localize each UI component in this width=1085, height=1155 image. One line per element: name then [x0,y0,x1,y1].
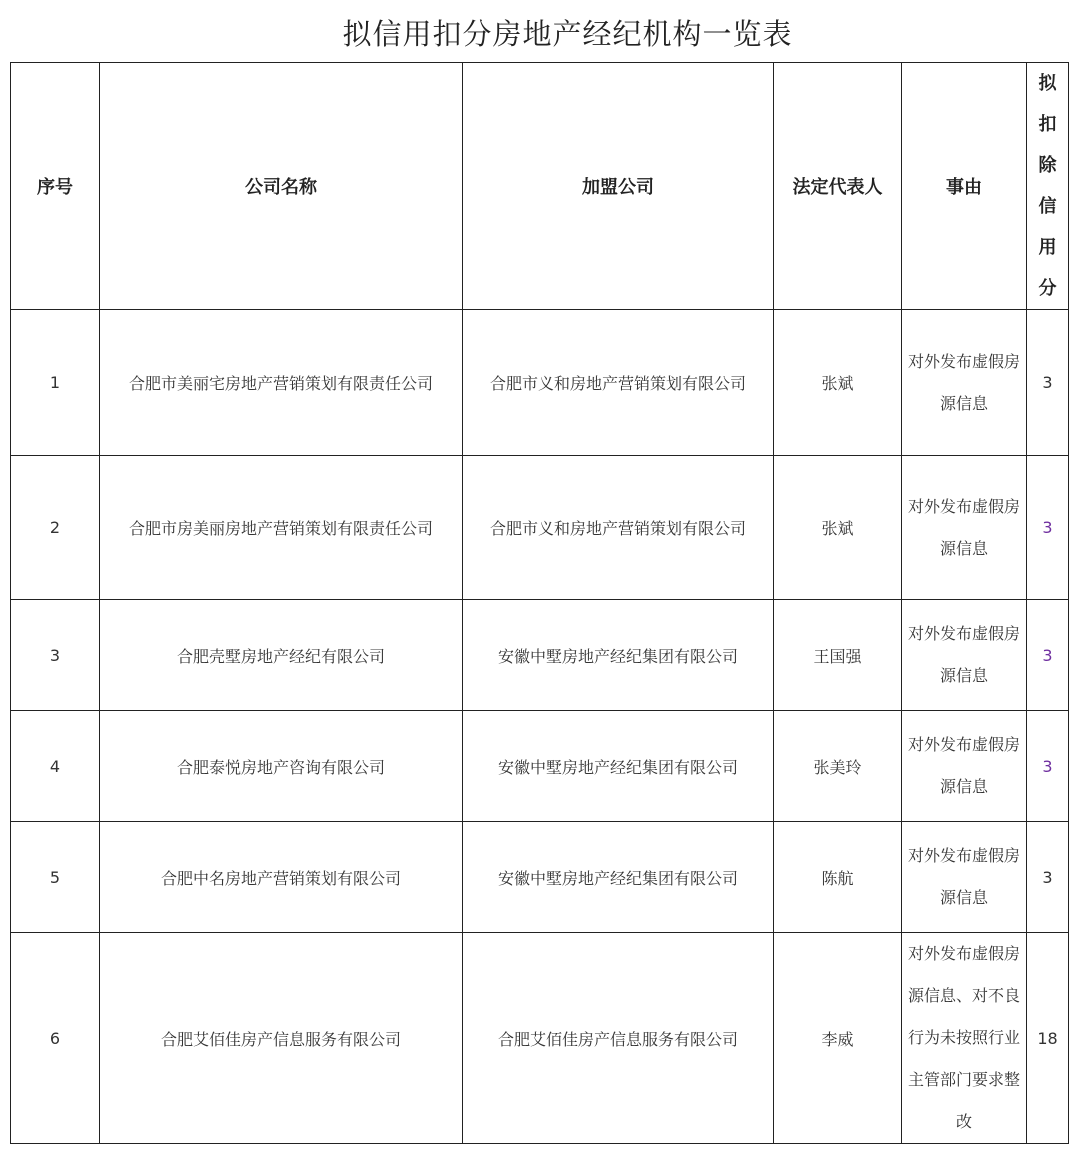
cell-points: 3 [1027,711,1069,822]
cell-reason: 对外发布虚假房源信息 [902,456,1027,600]
cell-franchise: 安徽中墅房地产经纪集团有限公司 [463,600,774,711]
header-franchise: 加盟公司 [463,63,774,310]
cell-franchise: 合肥市义和房地产营销策划有限公司 [463,456,774,600]
cell-index: 6 [11,933,100,1144]
header-legal-rep: 法定代表人 [774,63,902,310]
cell-reason: 对外发布虚假房源信息 [902,310,1027,456]
cell-company: 合肥泰悦房地产咨询有限公司 [100,711,463,822]
cell-legal-rep: 张斌 [774,456,902,600]
cell-points: 3 [1027,456,1069,600]
cell-company: 合肥市美丽宅房地产营销策划有限责任公司 [100,310,463,456]
cell-index: 4 [11,711,100,822]
cell-reason: 对外发布虚假房源信息、对不良行为未按照行业主管部门要求整改 [902,933,1027,1144]
cell-points: 3 [1027,822,1069,933]
cell-points: 18 [1027,933,1069,1144]
table-row [11,600,1069,711]
cell-reason: 对外发布虚假房源信息 [902,711,1027,822]
cell-index: 1 [11,310,100,456]
cell-points: 3 [1027,310,1069,456]
cell-company: 合肥中名房地产营销策划有限公司 [100,822,463,933]
cell-franchise: 安徽中墅房地产经纪集团有限公司 [463,822,774,933]
cell-index: 2 [11,456,100,600]
table-row [11,822,1069,933]
credit-deduction-table [10,62,1069,1144]
cell-index: 5 [11,822,100,933]
table-row [11,711,1069,822]
cell-legal-rep: 张美玲 [774,711,902,822]
cell-points: 3 [1027,600,1069,711]
cell-legal-rep: 王国强 [774,600,902,711]
cell-franchise: 合肥市义和房地产营销策划有限公司 [463,310,774,456]
header-reason: 事由 [902,63,1027,310]
cell-franchise: 安徽中墅房地产经纪集团有限公司 [463,711,774,822]
cell-legal-rep: 张斌 [774,310,902,456]
cell-company: 合肥市房美丽房地产营销策划有限责任公司 [100,456,463,600]
table-header-row [11,63,1069,310]
header-company: 公司名称 [100,63,463,310]
cell-reason: 对外发布虚假房源信息 [902,822,1027,933]
cell-legal-rep: 陈航 [774,822,902,933]
table-row [11,456,1069,600]
header-index: 序号 [11,63,100,310]
cell-franchise: 合肥艾佰佳房产信息服务有限公司 [463,933,774,1144]
page-title: 拟信用扣分房地产经纪机构一览表 [342,17,793,51]
cell-legal-rep: 李威 [774,933,902,1144]
table-row [11,310,1069,456]
header-points: 拟 扣 除 信 用 分 [1027,63,1069,310]
cell-company: 合肥壳墅房地产经纪有限公司 [100,600,463,711]
cell-company: 合肥艾佰佳房产信息服务有限公司 [100,933,463,1144]
table-row [11,933,1069,1144]
cell-index: 3 [11,600,100,711]
cell-reason: 对外发布虚假房源信息 [902,600,1027,711]
